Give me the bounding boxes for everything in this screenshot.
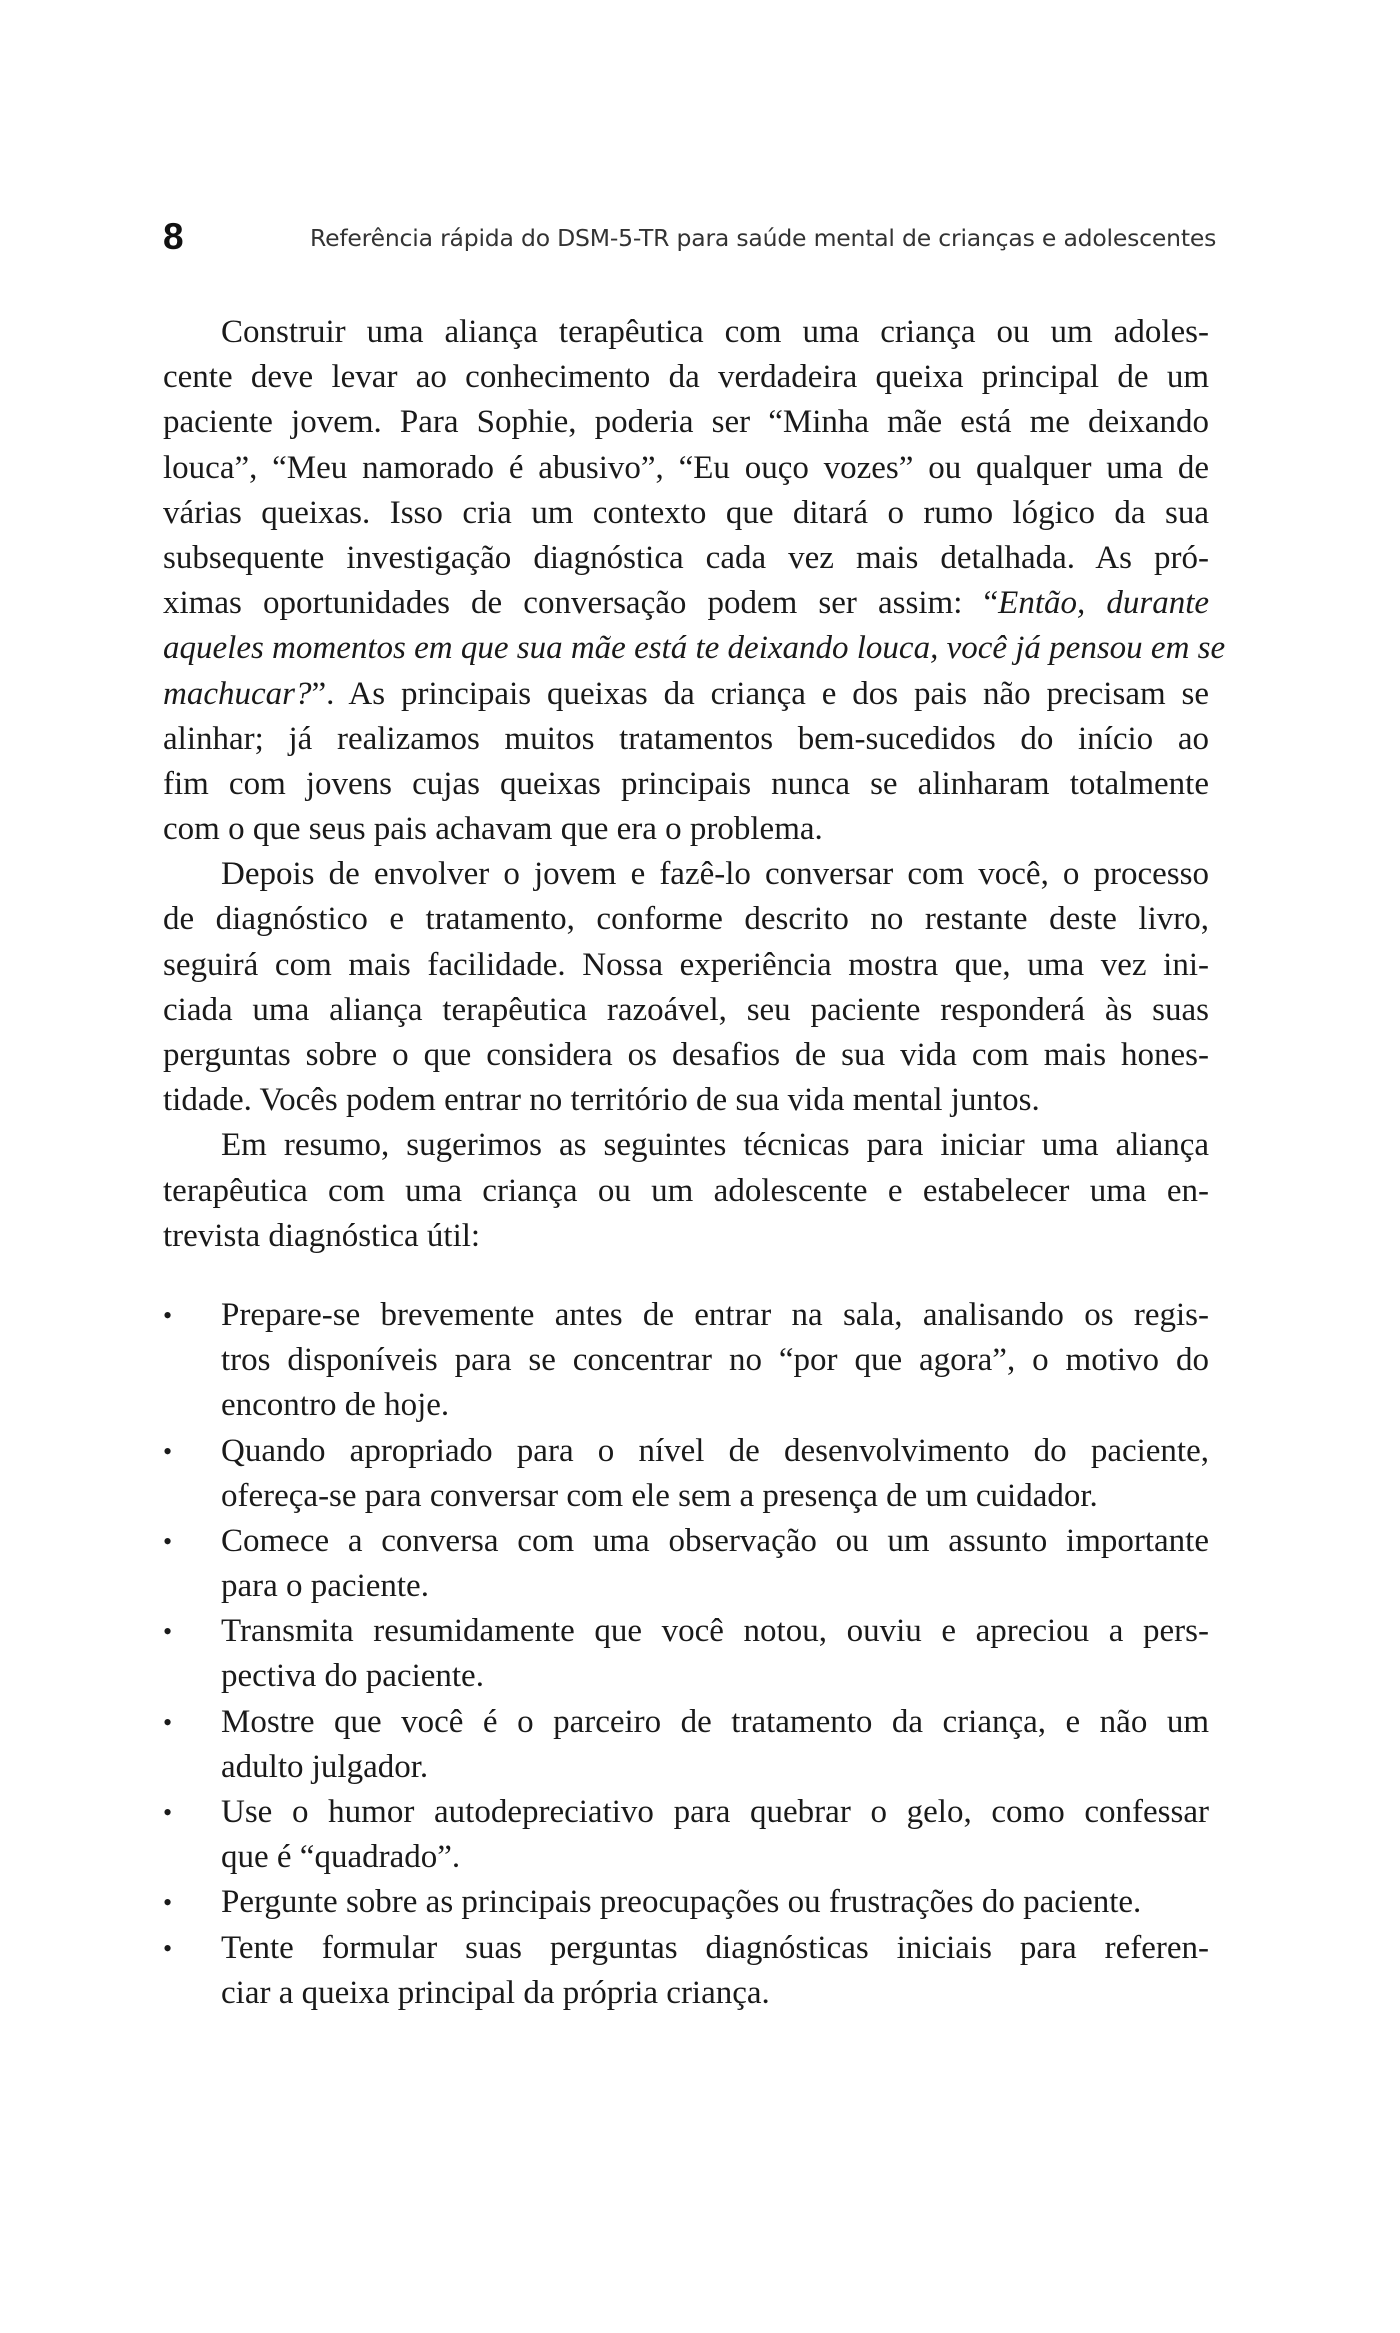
bullet-icon: • (163, 1933, 173, 1963)
text-line: Use o humor autodepreciativo para quebrar o gelo, como confessar (221, 1794, 1209, 1830)
text-line: perguntas sobre o que considera os desafios de sua vida com mais hones- (163, 1037, 1209, 1073)
running-head (163, 212, 1217, 262)
text-line: paciente jovem. Para Sophie, poderia ser “Minha mãe está me deixando (163, 404, 1209, 441)
text-line: ofereça-se para conversar com ele sem a presença de um cuidador. (221, 1477, 1098, 1514)
paragraph (163, 852, 1209, 1123)
text-line: encontro de hoje. (221, 1387, 450, 1424)
text-line: ciada uma aliança terapêutica razoável, seu paciente responderá às suas (163, 991, 1209, 1028)
list-item (163, 1880, 1209, 1925)
paragraph (163, 310, 1226, 852)
bullet-icon: • (163, 1888, 173, 1918)
text-line: tidade. Vocês podem entrar no território de sua vida mental juntos. (163, 1082, 1040, 1119)
body-text (163, 310, 1226, 2016)
text-line: tros disponíveis para se concentrar no “por que agora”, o motivo do (221, 1342, 1209, 1379)
list-item (163, 1609, 1209, 1699)
text-line: trevista diagnóstica útil: (163, 1217, 481, 1254)
text-line (163, 626, 1226, 671)
text-line: pectiva do paciente. (221, 1658, 484, 1695)
text-line: Em resumo, sugerimos as seguintes técnicas para iniciar uma aliança (221, 1127, 1209, 1164)
running-title: Referência rápida do DSM-5-TR para saúde mental de crianças e adolescentes (310, 224, 1217, 252)
text-segment: ximas oportunidades de conversação podem ser assim: “ (163, 585, 999, 622)
italic-quote: aqueles momentos em que sua mãe está te deixando louca, você já pensou em se (163, 630, 1226, 667)
text-line: subsequente investigação diagnóstica cada vez mais detalhada. As pró- (163, 539, 1209, 576)
list-item (163, 1293, 1209, 1429)
text-line (163, 672, 1209, 717)
text-line: várias queixas. Isso cria um contexto que ditará o rumo lógico da sua (163, 494, 1209, 531)
page-number: 8 (163, 216, 184, 257)
text-line: cente deve levar ao conhecimento da verdadeira queixa principal de um (163, 359, 1209, 396)
text-line: que é “quadrado”. (221, 1839, 461, 1876)
text-line: Pergunte sobre as principais preocupações ou frustrações do paciente. (221, 1884, 1142, 1921)
text-line: Prepare-se brevemente antes de entrar na sala, analisando os regis- (221, 1296, 1209, 1333)
text-line: Quando apropriado para o nível de desenvolvimento do paciente, (221, 1432, 1209, 1469)
text-line: Construir uma aliança terapêutica com uma criança ou um adoles- (221, 314, 1209, 350)
text-line: Mostre que você é o parceiro de tratamento da criança, e não um (221, 1703, 1209, 1740)
bullet-icon: • (163, 1707, 173, 1737)
list-item (163, 1926, 1209, 2016)
text-line: louca”, “Meu namorado é abusivo”, “Eu ouço vozes” ou qualquer uma de (163, 449, 1209, 486)
list-item (163, 1429, 1209, 1519)
text-line: de diagnóstico e tratamento, conforme descrito no restante deste livro, (163, 901, 1209, 938)
bullet-icon: • (163, 1526, 173, 1556)
italic-quote: Então, durante (998, 585, 1210, 622)
text-line: ciar a queixa principal da própria criança. (221, 1974, 770, 2011)
text-line: com o que seus pais achavam que era o problema. (163, 811, 823, 848)
text-line: seguirá com mais facilidade. Nossa experiência mostra que, uma vez ini- (163, 946, 1209, 983)
text-line: alinhar; já realizamos muitos tratamentos bem-sucedidos do início ao (163, 720, 1209, 757)
text-line (163, 581, 1209, 626)
bullet-icon: • (163, 1798, 173, 1827)
italic-quote: machucar? (163, 675, 312, 712)
text-line: para o paciente. (221, 1568, 429, 1605)
bullet-icon: • (163, 1617, 173, 1647)
list-item (163, 1790, 1209, 1880)
paragraph (163, 1123, 1209, 1259)
technique-list (163, 1293, 1209, 2016)
text-line: Comece a conversa com uma observação ou um assunto importante (221, 1522, 1209, 1559)
text-line: fim com jovens cujas queixas principais nunca se alinharam totalmente (163, 765, 1209, 802)
list-item (163, 1700, 1209, 1790)
list-item (163, 1519, 1209, 1609)
bullet-icon: • (163, 1436, 173, 1466)
text-line: adulto julgador. (221, 1748, 429, 1785)
text-line: Transmita resumidamente que você notou, ouviu e apreciou a pers- (221, 1613, 1209, 1650)
text-line: Tente formular suas perguntas diagnósticas iniciais para referen- (221, 1929, 1209, 1966)
text-segment: ”. As principais queixas da criança e dos pais não precisam se (311, 675, 1209, 712)
text-line: Depois de envolver o jovem e fazê-lo conversar com você, o processo (221, 856, 1209, 893)
bullet-icon: • (163, 1300, 173, 1330)
text-line: terapêutica com uma criança ou um adolescente e estabelecer uma en- (163, 1172, 1209, 1209)
